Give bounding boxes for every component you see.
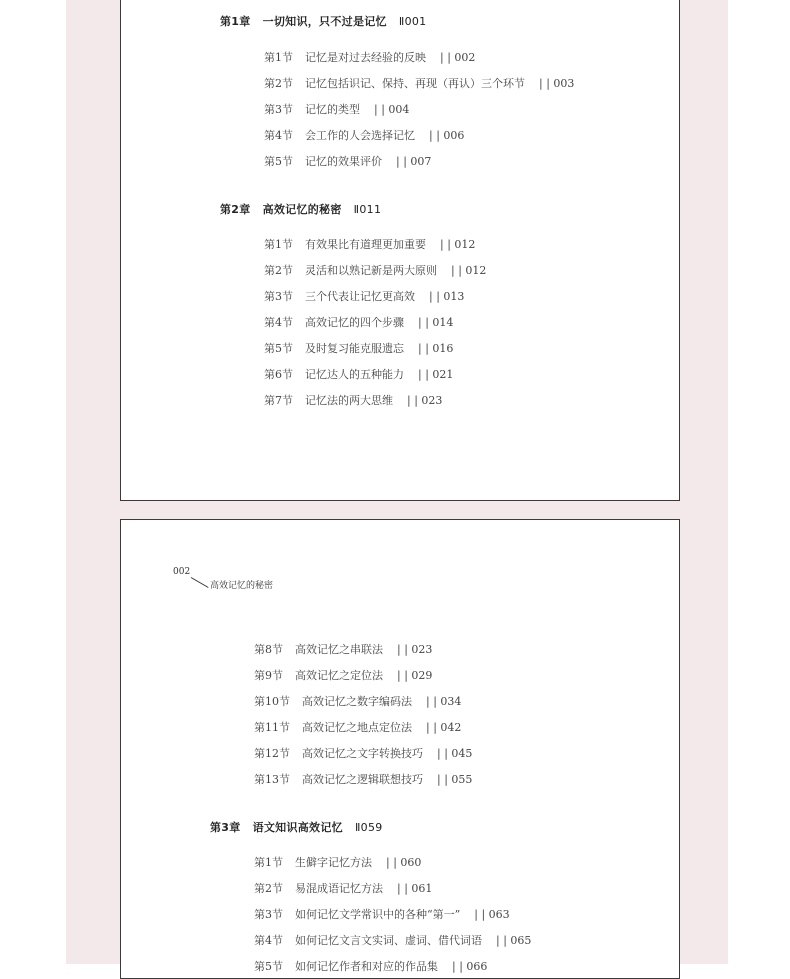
section-number: 第13节	[254, 773, 290, 786]
section-page: | | 060	[386, 856, 422, 869]
section-title: 高效记忆之地点定位法	[302, 721, 412, 734]
section-title: 记忆达人的五种能力	[305, 368, 404, 381]
toc-entry	[254, 880, 432, 896]
section-page: | | 003	[539, 77, 575, 90]
section-number: 第2节	[264, 264, 293, 277]
toc-entry	[254, 932, 531, 948]
chapter-number: 第1章	[220, 15, 251, 28]
section-number: 第5节	[254, 960, 283, 973]
section-title: 高效记忆之数字编码法	[302, 695, 412, 708]
section-number: 第3节	[264, 290, 293, 303]
section-title: 高效记忆的四个步骤	[305, 316, 404, 329]
chapter-page: Ⅱ011	[353, 203, 382, 216]
section-title: 高效记忆之串联法	[295, 643, 383, 656]
section-page: | | 023	[407, 394, 443, 407]
section-number: 第3节	[254, 908, 283, 921]
section-page: | | 021	[418, 368, 454, 381]
section-page: | | 066	[452, 960, 488, 973]
section-page: | | 063	[474, 908, 510, 921]
toc-entry	[254, 906, 510, 922]
toc-entry	[254, 771, 472, 787]
section-title: 高效记忆之逻辑联想技巧	[302, 773, 423, 786]
toc-entry	[264, 101, 409, 117]
section-page: | | 055	[437, 773, 473, 786]
chapter-number: 第2章	[220, 203, 251, 216]
section-title: 高效记忆之定位法	[295, 669, 383, 682]
section-number: 第5节	[264, 342, 293, 355]
section-page: | | 023	[397, 643, 433, 656]
toc-entry	[264, 49, 475, 65]
chapter-heading	[220, 13, 427, 29]
chapter-heading	[220, 201, 381, 217]
section-number: 第1节	[254, 856, 283, 869]
section-page: | | 012	[451, 264, 487, 277]
section-page: | | 004	[374, 103, 410, 116]
toc-entry	[264, 392, 442, 408]
section-title: 有效果比有道理更加重要	[305, 238, 426, 251]
section-page: | | 065	[496, 934, 532, 947]
running-header-title: 高效记忆的秘密	[210, 581, 274, 591]
section-title: 生僻字记忆方法	[295, 856, 372, 869]
section-number: 第9节	[254, 669, 283, 682]
running-header-page-number: 002	[173, 567, 191, 577]
toc-entry	[264, 288, 464, 304]
toc-entry	[254, 719, 461, 735]
section-title: 灵活和以熟记新是两大原则	[305, 264, 437, 277]
chapter-title: 语文知识高效记忆	[252, 821, 343, 834]
toc-entry	[254, 693, 461, 709]
chapter-number: 第3章	[210, 821, 241, 834]
section-page: | | 012	[440, 238, 476, 251]
toc-page-2	[120, 519, 680, 979]
running-header-divider	[191, 577, 209, 588]
toc-entry	[264, 236, 475, 252]
section-page: | | 014	[418, 316, 454, 329]
section-page: | | 013	[429, 290, 465, 303]
section-title: 三个代表让记忆更高效	[305, 290, 415, 303]
section-number: 第8节	[254, 643, 283, 656]
chapter-heading	[210, 819, 383, 835]
section-page: | | 061	[397, 882, 433, 895]
section-page: | | 007	[396, 155, 432, 168]
toc-entry	[254, 958, 487, 974]
section-title: 记忆的效果评价	[305, 155, 382, 168]
section-title: 如何记忆文言文实词、虚词、借代词语	[295, 934, 482, 947]
section-page: | | 016	[418, 342, 454, 355]
section-title: 易混成语记忆方法	[295, 882, 383, 895]
section-page: | | 034	[426, 695, 462, 708]
toc-entry	[254, 854, 421, 870]
toc-entry	[264, 340, 453, 356]
chapter-page: Ⅱ001	[398, 15, 427, 28]
section-title: 记忆包括识记、保持、再现（再认）三个环节	[305, 77, 525, 90]
section-number: 第6节	[264, 368, 293, 381]
toc-entry	[264, 127, 464, 143]
toc-entry	[264, 314, 453, 330]
section-number: 第4节	[264, 316, 293, 329]
toc-entry	[264, 75, 574, 91]
toc-page-1	[120, 0, 680, 501]
section-title: 如何记忆作者和对应的作品集	[295, 960, 438, 973]
toc-entry	[264, 366, 453, 382]
toc-entry	[264, 153, 431, 169]
section-number: 第1节	[264, 238, 293, 251]
section-number: 第7节	[264, 394, 293, 407]
section-title: 及时复习能克服遗忘	[305, 342, 404, 355]
toc-entry	[254, 641, 432, 657]
toc-entry	[254, 667, 432, 683]
section-number: 第1节	[264, 51, 293, 64]
toc-entry	[264, 262, 486, 278]
section-number: 第2节	[254, 882, 283, 895]
chapter-title: 高效记忆的秘密	[262, 203, 342, 216]
section-title: 记忆是对过去经验的反映	[305, 51, 426, 64]
toc-entry	[254, 745, 472, 761]
section-page: | | 042	[426, 721, 462, 734]
section-number: 第4节	[254, 934, 283, 947]
section-title: 如何记忆文学常识中的各种“第一”	[295, 908, 461, 921]
section-number: 第10节	[254, 695, 290, 708]
section-number: 第11节	[254, 721, 290, 734]
chapter-title: 一切知识，只不过是记忆	[262, 15, 387, 28]
section-number: 第5节	[264, 155, 293, 168]
section-page: | | 006	[429, 129, 465, 142]
section-number: 第12节	[254, 747, 290, 760]
section-title: 记忆法的两大思维	[305, 394, 393, 407]
section-title: 记忆的类型	[305, 103, 360, 116]
section-number: 第2节	[264, 77, 293, 90]
section-number: 第4节	[264, 129, 293, 142]
section-number: 第3节	[264, 103, 293, 116]
section-title: 会工作的人会选择记忆	[305, 129, 415, 142]
section-title: 高效记忆之文字转换技巧	[302, 747, 423, 760]
section-page: | | 045	[437, 747, 473, 760]
chapter-page: Ⅱ059	[354, 821, 383, 834]
section-page: | | 029	[397, 669, 433, 682]
section-page: | | 002	[440, 51, 476, 64]
